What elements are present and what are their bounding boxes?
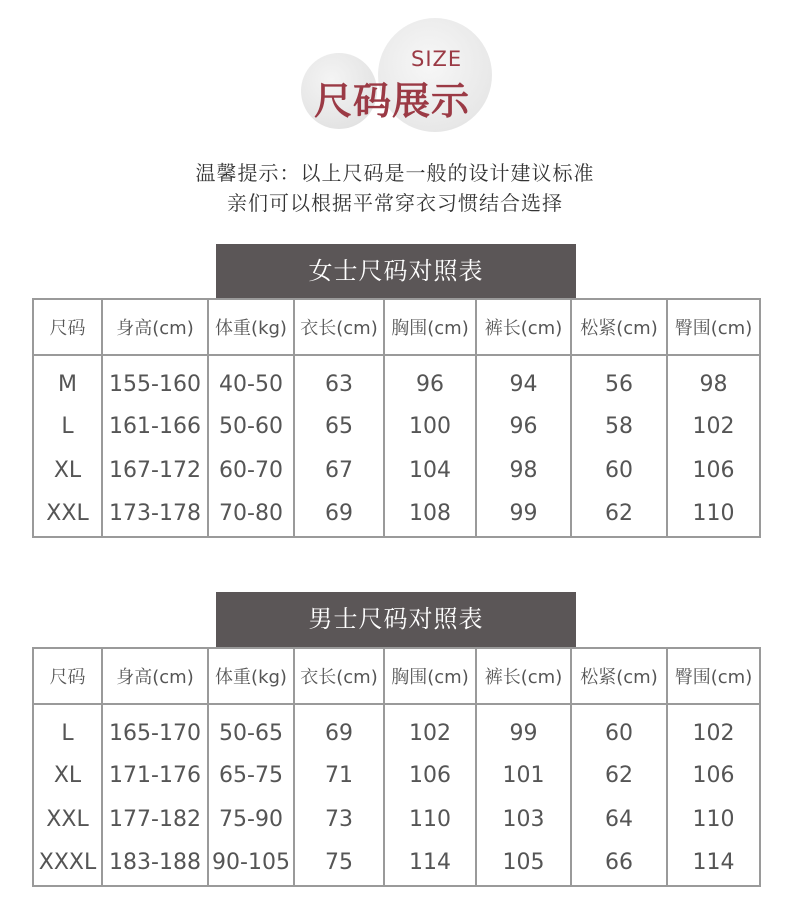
table-cell: 69: [294, 704, 384, 753]
table-cell: 63: [294, 355, 384, 404]
column-header: 身高(cm): [102, 648, 208, 704]
table-row: [33, 355, 760, 404]
table-cell: 96: [384, 355, 476, 404]
table-header-row: [33, 648, 760, 704]
table-cell: 70-80: [208, 492, 294, 537]
women-table-title: 女士尺码对照表: [216, 244, 576, 299]
table-cell: 106: [384, 753, 476, 797]
table-cell: 60: [571, 704, 667, 753]
table-cell: 102: [667, 704, 760, 753]
table-cell: 103: [476, 797, 571, 841]
table-cell: 106: [667, 753, 760, 797]
column-header: 臀围(cm): [667, 648, 760, 704]
table-cell: 165-170: [102, 704, 208, 753]
table-cell: L: [33, 404, 102, 448]
table-cell: 99: [476, 492, 571, 537]
table-cell: 65: [294, 404, 384, 448]
table-cell: 98: [476, 448, 571, 492]
table-cell: 56: [571, 355, 667, 404]
table-cell: 167-172: [102, 448, 208, 492]
table-cell: 161-166: [102, 404, 208, 448]
table-cell: 114: [667, 841, 760, 886]
table-cell: 102: [667, 404, 760, 448]
table-cell: 110: [667, 797, 760, 841]
table-cell: 73: [294, 797, 384, 841]
column-header: 松紧(cm): [571, 648, 667, 704]
column-header: 衣长(cm): [294, 648, 384, 704]
table-cell: 183-188: [102, 841, 208, 886]
table-cell: 98: [667, 355, 760, 404]
table-row: [33, 841, 760, 886]
size-title-en: SIZE: [411, 47, 463, 71]
table-cell: 64: [571, 797, 667, 841]
table-cell: 105: [476, 841, 571, 886]
table-cell: 102: [384, 704, 476, 753]
table-cell: 71: [294, 753, 384, 797]
column-header: 体重(kg): [208, 299, 294, 355]
column-header: 松紧(cm): [571, 299, 667, 355]
table-row: [33, 448, 760, 492]
column-header: 裤长(cm): [476, 648, 571, 704]
table-cell: XL: [33, 753, 102, 797]
table-cell: 173-178: [102, 492, 208, 537]
women-size-table: [32, 298, 761, 538]
table-cell: L: [33, 704, 102, 753]
table-cell: 50-65: [208, 704, 294, 753]
table-cell: XL: [33, 448, 102, 492]
table-cell: 110: [384, 797, 476, 841]
table-cell: 106: [667, 448, 760, 492]
tip-line-1: 温馨提示：以上尺码是一般的设计建议标准: [195, 161, 595, 185]
table-cell: 155-160: [102, 355, 208, 404]
table-row: [33, 797, 760, 841]
table-header-row: [33, 299, 760, 355]
table-cell: XXL: [33, 492, 102, 537]
column-header: 身高(cm): [102, 299, 208, 355]
column-header: 胸围(cm): [384, 299, 476, 355]
table-cell: 67: [294, 448, 384, 492]
men-table-title: 男士尺码对照表: [216, 592, 576, 647]
table-cell: 62: [571, 753, 667, 797]
table-cell: 62: [571, 492, 667, 537]
table-cell: 108: [384, 492, 476, 537]
table-cell: XXXL: [33, 841, 102, 886]
table-cell: 75: [294, 841, 384, 886]
column-header: 尺码: [33, 648, 102, 704]
table-cell: 114: [384, 841, 476, 886]
table-cell: 177-182: [102, 797, 208, 841]
table-row: [33, 404, 760, 448]
table-cell: 65-75: [208, 753, 294, 797]
table-cell: 100: [384, 404, 476, 448]
table-cell: 171-176: [102, 753, 208, 797]
table-row: [33, 753, 760, 797]
table-cell: 40-50: [208, 355, 294, 404]
table-cell: 101: [476, 753, 571, 797]
table-cell: M: [33, 355, 102, 404]
table-cell: 60-70: [208, 448, 294, 492]
tip-line-2: 亲们可以根据平常穿衣习惯结合选择: [227, 191, 563, 215]
table-cell: 94: [476, 355, 571, 404]
table-cell: 69: [294, 492, 384, 537]
table-cell: 60: [571, 448, 667, 492]
table-row: [33, 492, 760, 537]
size-title-cn: 尺码展示: [314, 79, 471, 123]
column-header: 胸围(cm): [384, 648, 476, 704]
table-cell: 90-105: [208, 841, 294, 886]
column-header: 裤长(cm): [476, 299, 571, 355]
table-cell: 66: [571, 841, 667, 886]
table-cell: XXL: [33, 797, 102, 841]
table-cell: 75-90: [208, 797, 294, 841]
column-header: 衣长(cm): [294, 299, 384, 355]
table-row: [33, 704, 760, 753]
column-header: 臀围(cm): [667, 299, 760, 355]
table-cell: 104: [384, 448, 476, 492]
table-cell: 99: [476, 704, 571, 753]
table-cell: 96: [476, 404, 571, 448]
men-size-table: [32, 647, 761, 887]
header: [0, 0, 790, 150]
column-header: 尺码: [33, 299, 102, 355]
table-cell: 110: [667, 492, 760, 537]
table-cell: 58: [571, 404, 667, 448]
column-header: 体重(kg): [208, 648, 294, 704]
table-cell: 50-60: [208, 404, 294, 448]
